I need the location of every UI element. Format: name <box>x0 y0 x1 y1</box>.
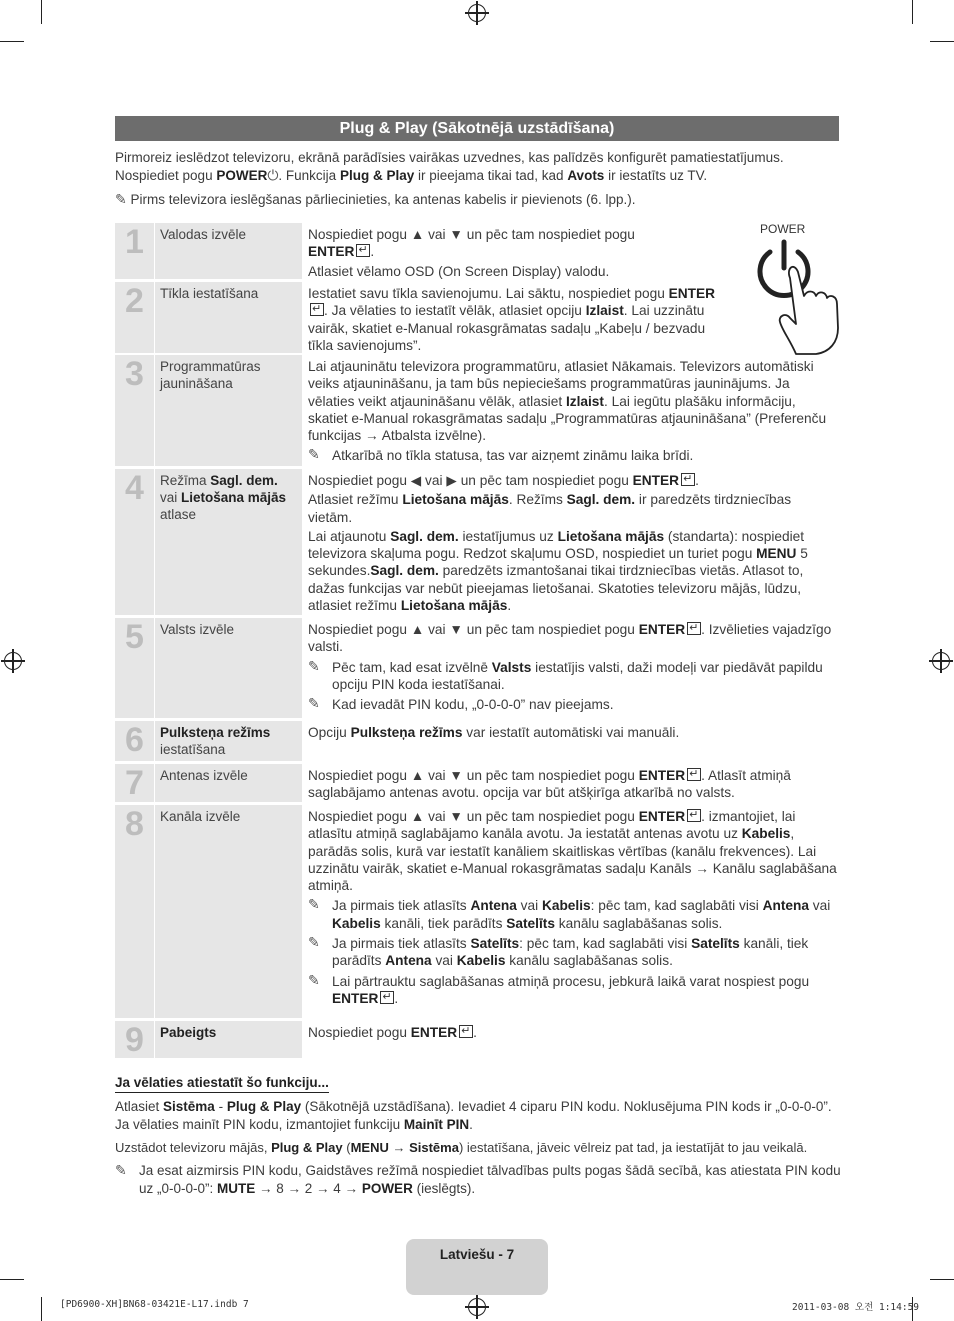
step-description: Nospiediet pogu ▲ vai ▼ un pēc tam nospiediet pogu ENTER↵ . Izvēlieties vajadzīgo valsti. ✎ Pēc tam, kad esat izvēlnē Valsts iestatījis valsti, daži modeļi var piedāvāt papildu opciju PIN koda iestatīšanai. ✎ Kad ievadāt PIN kodu, „0-0-0-0” nav pieejams. <box>308 618 838 713</box>
step-note: ✎ Atkarībā no tīkla statusa, tas var aizņemt zināmu laika brīdi. <box>308 447 694 464</box>
section-title: Plug & Play (Sākotnējā uzstādīšana) <box>115 116 839 141</box>
enter-icon <box>687 768 701 781</box>
print-slug-left: [PD6900-XH]BN68-03421E-L17.indb 7 <box>60 1299 249 1310</box>
step-description: Opciju Pulksteņa režīms var iestatīt automātiski vai manuāli. <box>308 725 680 740</box>
note-pencil-icon: ✎ <box>115 1163 127 1179</box>
note-pencil-icon: ✎ <box>308 972 320 989</box>
step-number: 2 <box>115 282 154 353</box>
step-number: 1 <box>115 223 154 279</box>
enter-icon <box>310 303 324 316</box>
step-3 <box>115 355 840 466</box>
step-description: Nospiediet pogu ▲ vai ▼ un pēc tam nospiediet pogu ENTER↵ . Atlasiet vēlamo OSD (On Screen Display) valodu. <box>308 223 838 280</box>
step-label: Režīma Sagl. dem. vai Lietošana mājās atlase <box>155 469 302 615</box>
step-label: Valsts izvēle <box>155 618 302 718</box>
step-note: ✎ Ja pirmais tiek atlasīts Antena vai Kabelis: pēc tam, kad saglabāti visi Antena vai Kabelis kanāli, tiek parādīts Satelīts kanālu saglabāšanas solis. <box>308 897 831 931</box>
step-label: Pulksteņa režīms iestatīšana <box>155 721 302 761</box>
step-6 <box>115 721 840 761</box>
crop-mark <box>0 1279 24 1280</box>
step-5 <box>115 618 840 718</box>
step-number: 9 <box>115 1021 154 1058</box>
step-label: Pabeigts <box>155 1021 302 1058</box>
reset-heading: Ja vēlaties atiestatīt šo funkciju... <box>115 1074 845 1092</box>
step-number: 5 <box>115 618 154 718</box>
enter-icon <box>687 809 701 822</box>
step-1 <box>115 223 840 279</box>
crop-mark <box>41 1297 42 1321</box>
step-label: Antenas izvēle <box>155 764 302 802</box>
step-note: ✎ Lai pārtrauktu saglabāšanas atmiņā procesu, jebkurā laikā varat nospiest pogu ENTER↵ . <box>308 973 838 1008</box>
crop-mark <box>930 1279 954 1280</box>
step-number: 3 <box>115 355 154 466</box>
step-8 <box>115 805 840 1018</box>
step-note: ✎ Pēc tam, kad esat izvēlnē Valsts iestatījis valsti, daži modeļi var piedāvāt papildu opciju PIN koda iestatīšanai. <box>308 658 823 692</box>
crop-mark <box>930 41 954 42</box>
note-pencil-icon: ✎ <box>308 447 320 464</box>
step-label: Valodas izvēle <box>155 223 302 279</box>
step-number: 4 <box>115 469 154 615</box>
reset-paragraph-2: Uzstādot televizoru mājās, Plug & Play (MENU → Sistēma) iestatīšana, jāveic vēlreiz pat tad, ja iestatījāt to jau veikalā. <box>115 1140 808 1155</box>
step-description: Nospiediet pogu ▲ vai ▼ un pēc tam nospiediet pogu ENTER↵ . Atlasīt atmiņā saglabājamo antenas avotu. opcija var būt atšķirīga atkarībā no valsts. <box>308 764 838 802</box>
step-number: 6 <box>115 721 154 761</box>
note-pencil-icon: ✎ <box>308 935 320 952</box>
step-2 <box>115 282 840 353</box>
step-4 <box>115 469 840 615</box>
step-description: Nospiediet pogu ▲ vai ▼ un pēc tam nospiediet pogu ENTER↵ . izmantojiet, lai atlasītu atmiņā saglabājamo kanāla avotu. Ja iestatāt antenas avotu uz Kabelis, parādās solis, kurā var iestatīt kanāliem skaitliskas vērtības (kanālu frekvences). Lai uzzinātu vairāk, skatiet e-Manual rokasgrāmatas sadaļu Kanāls → Kanālu saglabāšana atmiņā. ✎ Ja pirmais tiek atlasīts Antena vai Kabelis: pēc tam, kad saglabāti visi Antena vai Kabelis kanāli, tiek parādīts Satelīts kanālu saglabāšanas solis. ✎ Ja pirmais tiek atlasīts Satelīts: pēc tam, kad saglabāti visi Satelīts kanāli, tiek parādīts Antena vai Kabelis kanālu saglabāšanas solis. ✎ Lai pārtrauktu saglabāšanas atmiņā procesu, jebkurā laikā varat nospiest pogu ENTER↵ . <box>308 805 838 1007</box>
power-label: POWER <box>760 222 806 236</box>
step-label: Programmatūras jaunināšana <box>155 355 302 466</box>
note-pencil-icon: ✎ <box>308 696 320 713</box>
intro-note: ✎ Pirms televizora ieslēgšanas pārliecinieties, ka antenas kabelis ir pievienots (6. lpp.). <box>115 192 636 208</box>
intro-text: Pirmoreiz ieslēdzot televizoru, ekrānā parādīsies vairākas uzvednes, kas palīdzēs konfigurēt pamatiestatījumus. Nospiediet pogu POWER⏻. Funkcija Plug & Play ir pieejama tikai tad, kad Avots ir iestatīts uz TV. ✎ Pirms televizora ieslēgšanas pārliecinieties, ka antenas kabelis ir pievienots (6. lpp.). <box>115 149 845 209</box>
reset-paragraph: Atlasiet Sistēma - Plug & Play (Sākotnējā uzstādīšana). Ievadiet 4 ciparu PIN kodu. Noklusējuma PIN kods ir „0-0-0-0”. Ja vēlaties mainīt PIN kodu, izmantojiet funkciju Mainīt PIN. <box>115 1099 832 1132</box>
step-note: ✎ Kad ievadāt PIN kodu, „0-0-0-0” nav pieejams. <box>308 696 614 713</box>
enter-icon <box>380 991 394 1004</box>
registration-mark-icon <box>4 652 22 670</box>
enter-icon <box>687 622 701 635</box>
step-9 <box>115 1021 840 1058</box>
registration-mark-icon <box>468 1298 486 1316</box>
step-number: 7 <box>115 764 154 802</box>
crop-mark <box>41 0 42 24</box>
registration-mark-icon <box>468 4 486 22</box>
page-number-badge: Latviešu - 7 <box>406 1239 548 1295</box>
step-description: Iestatiet savu tīkla savienojumu. Lai sāktu, nospiediet pogu ENTER↵. Ja vēlaties to iestatīt vēlāk, atlasiet opciju Izlaist. Lai uzzinātu vairāk, skatiet e-Manual rokasgrāmatas sadaļu „Kabeļu / bezvadu tīkla savienojums”. <box>308 282 728 354</box>
step-description: Nospiediet pogu ◀ vai ▶ un pēc tam nospiediet pogu ENTER↵ . Atlasiet režīmu Lietošana mājās. Režīms Sagl. dem. ir paredzēts tirdzniecības vietām. Lai atjaunotu Sagl. dem. iestatījumus uz Lietošana mājās (standarta): nospiediet televizora skaļuma pogu. Redzot skaļumu OSD, nospiediet un turiet pogu MENU 5 sekundes.Sagl. dem. paredzēts izmantošanai tikai tirdzniecības vietās. Atlasot to, dažas funkcijas var nebūt pieejamas lietošanai. Skatoties televizoru mājās, lūdzu, atlasiet režīmu Lietošana mājās. <box>308 469 838 614</box>
step-note: ✎ Ja pirmais tiek atlasīts Satelīts: pēc tam, kad saglabāti visi Satelīts kanāli, tiek parādīts Antena vai Kabelis kanālu saglabāšanas solis. <box>308 935 809 969</box>
crop-mark <box>912 0 913 24</box>
enter-icon <box>681 473 695 486</box>
print-slug-right: 2011-03-08 오전 1:14:59 <box>792 1302 920 1313</box>
step-number: 8 <box>115 805 154 1018</box>
note-pencil-icon: ✎ <box>115 192 127 208</box>
reset-note: ✎ Ja esat aizmirsis PIN kodu, Gaidstāves režīmā nospiediet tālvadības pults pogas šādā secībā, kas atiestata PIN kodu uz „0-0-0-0”: MUTE → 8 → 2 → 4 → POWER (ieslēgts). <box>115 1163 841 1196</box>
note-pencil-icon: ✎ <box>308 897 320 914</box>
step-7 <box>115 764 840 802</box>
enter-icon <box>459 1025 473 1038</box>
step-label: Kanāla izvēle <box>155 805 302 1018</box>
registration-mark-icon <box>932 652 950 670</box>
step-description: Nospiediet pogu ENTER↵ . <box>308 1021 838 1041</box>
note-pencil-icon: ✎ <box>308 658 320 675</box>
power-icon: ⏻ <box>267 168 279 184</box>
step-label: Tīkla iestatīšana <box>155 282 302 353</box>
step-description: Lai atjauninātu televizora programmatūru, atlasiet Nākamais. Televizors automātiski veiks atjaunināšanu, ja tam būs nepieciešams programmatūras jauninājums. Ja vēlaties veikt atjaunināšanu vēlāk, atlasiet Izlaist. Lai iegūtu plašāku informāciju, skatiet e-Manual rokasgrāmatas sadaļu „Programmatūras atjaunināšana” (Preferenču funkcijas → Atbalsta izvēlne). ✎ Atkarībā no tīkla statusa, tas var aizņemt zināmu laika brīdi. <box>308 355 838 465</box>
enter-icon <box>356 244 370 257</box>
crop-mark <box>0 41 24 42</box>
